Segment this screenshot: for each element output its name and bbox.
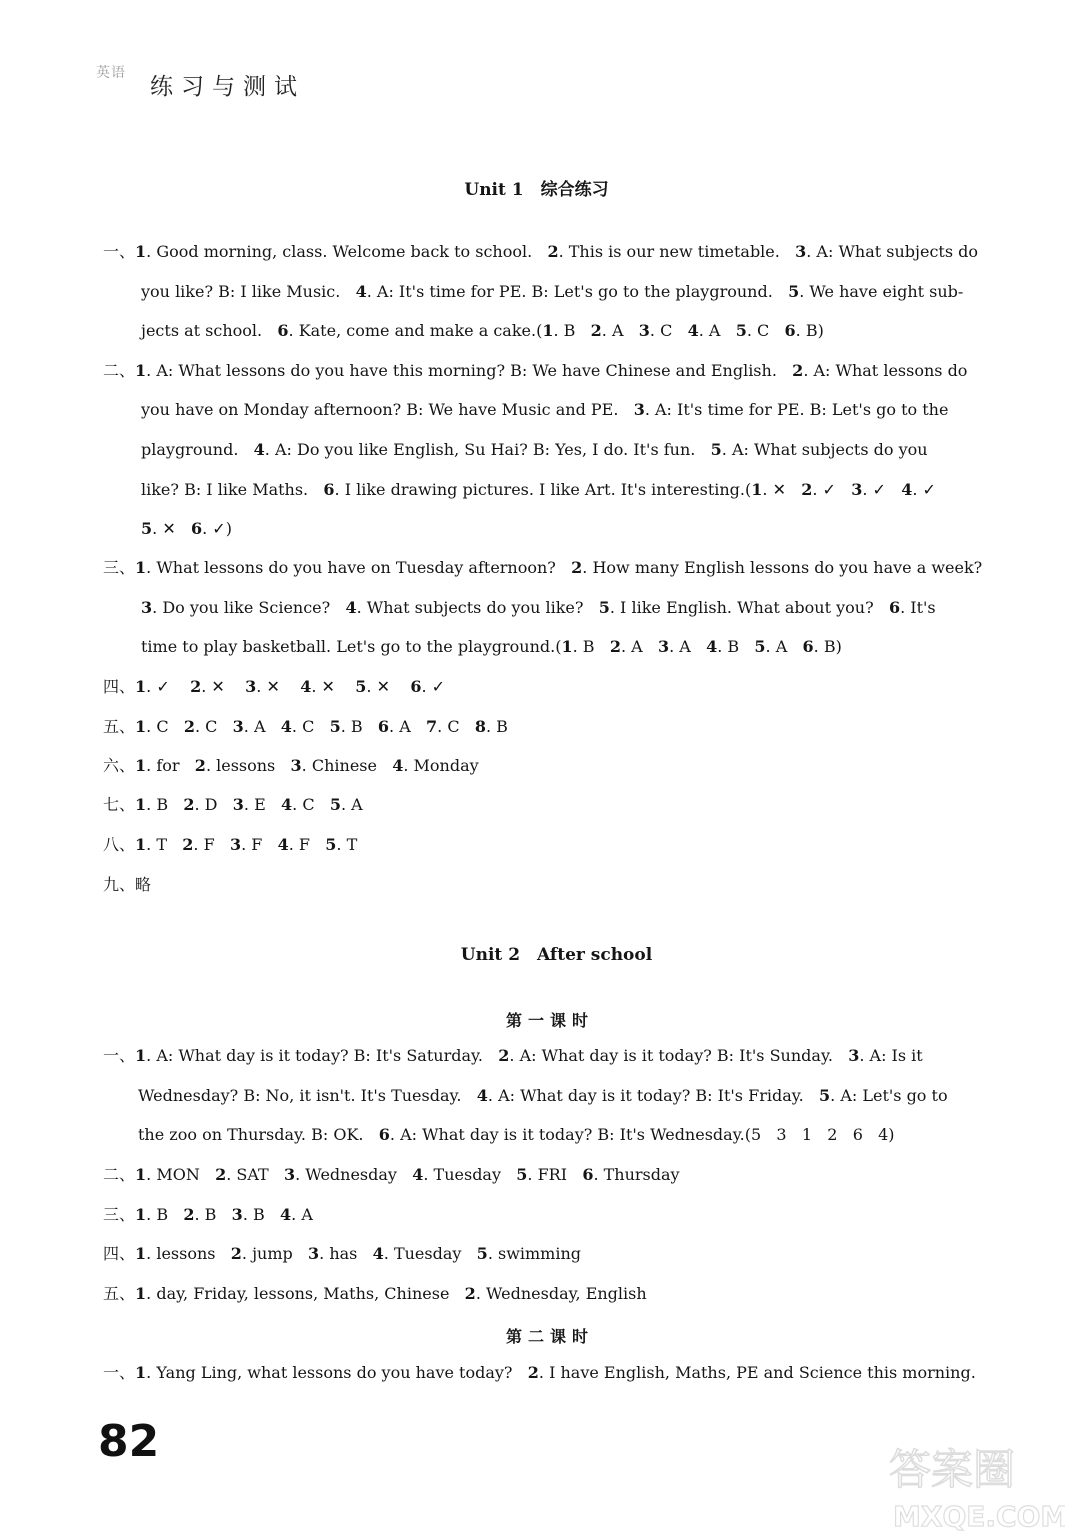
lesson1-title: 第一课时 [505, 1011, 594, 1030]
answer-line: 三、1. What lessons do you have on Tuesday afternoon? 2. How many English lessons do you have a week? [103, 558, 983, 577]
svg-text:MXQE.COM: MXQE.COM [893, 1500, 1065, 1532]
answer-line: 一、1. A: What day is it today? B: It's Saturday. 2. A: What day is it today? B: It's Sunday. 3. A: Is it [103, 1046, 923, 1065]
answer-line: 二、1. A: What lessons do you have this morning? B: We have Chinese and English. 2. A: What lessons do [103, 361, 968, 380]
answer-line: you have on Monday afternoon? B: We have Music and PE. 3. A: It's time for PE. B: Let's go to the [141, 400, 949, 419]
answer-line: 五、1. C 2. C 3. A 4. C 5. B 6. A 7. C 8. B [103, 717, 508, 736]
answer-line: 三、1. B 2. B 3. B 4. A [103, 1205, 313, 1224]
answer-line: you like? B: I like Music. 4. A: It's time for PE. B: Let's go to the playground. 5. We have eight sub- [141, 282, 964, 301]
answer-line: 九、略 [103, 875, 152, 894]
answer-line: 一、1. Good morning, class. Welcome back to school. 2. This is our new timetable. 3. A: What subjects do [103, 242, 979, 261]
answer-line: 四、1. ✓ 2. ✕ 3. ✕ 4. ✕ 5. ✕ 6. ✓ [103, 677, 446, 696]
answer-line: the zoo on Thursday. B: OK. 6. A: What day is it today? B: It's Wednesday.(5 3 1 2 6 4) [138, 1125, 895, 1144]
answer-line: 六、1. for 2. lessons 3. Chinese 4. Monday [103, 756, 479, 775]
book-title: 练习与测试 [150, 74, 305, 100]
answer-line: 5. ✕ 6. ✓) [141, 519, 232, 538]
answer-line: jects at school. 6. Kate, come and make a cake.(1. B 2. A 3. C 4. A 5. C 6. B) [141, 321, 824, 340]
answer-line: 二、1. MON 2. SAT 3. Wednesday 4. Tuesday 5. FRI 6. Thursday [103, 1165, 680, 1184]
lesson2-title: 第二课时 [505, 1327, 594, 1346]
answer-line: playground. 4. A: Do you like English, Su Hai? B: Yes, I do. It's fun. 5. A: What subjects do you [141, 440, 928, 459]
answer-line: Wednesday? B: No, it isn't. It's Tuesday. 4. A: What day is it today? B: It's Friday. 5. A: Let's go to [138, 1086, 948, 1105]
answer-line: time to play basketball. Let's go to the playground.(1. B 2. A 3. A 4. B 5. A 6. B) [141, 637, 842, 656]
answer-line: 3. Do you like Science? 4. What subjects do you like? 5. I like English. What about you? 6. It's [141, 598, 936, 617]
unit2-title: Unit 2 After school [460, 945, 653, 965]
answer-line: 八、1. T 2. F 3. F 4. F 5. T [103, 835, 358, 854]
page-number: 82 [98, 1416, 160, 1467]
answer-line: 一、1. Yang Ling, what lessons do you have today? 2. I have English, Maths, PE and Science this morning. [103, 1363, 976, 1382]
answer-line: 五、1. day, Friday, lessons, Maths, Chinese 2. Wednesday, English [103, 1284, 647, 1303]
answer-line: 七、1. B 2. D 3. E 4. C 5. A [103, 795, 363, 814]
answer-line: like? B: I like Maths. 6. I like drawing pictures. I like Art. It's interesting.(1. ✕ 2. ✓ 3. ✓ 4. ✓ [141, 480, 936, 499]
svg-text:答案圈: 答案圈 [889, 1445, 1016, 1494]
answer-line: 四、1. lessons 2. jump 3. has 4. Tuesday 5. swimming [103, 1244, 582, 1263]
watermark-logo [885, 1440, 1065, 1532]
watermark-logo-icon [885, 1440, 1065, 1532]
unit1-title: Unit 1 综合练习 [464, 180, 609, 200]
subject-tag: 英语 [96, 65, 126, 81]
